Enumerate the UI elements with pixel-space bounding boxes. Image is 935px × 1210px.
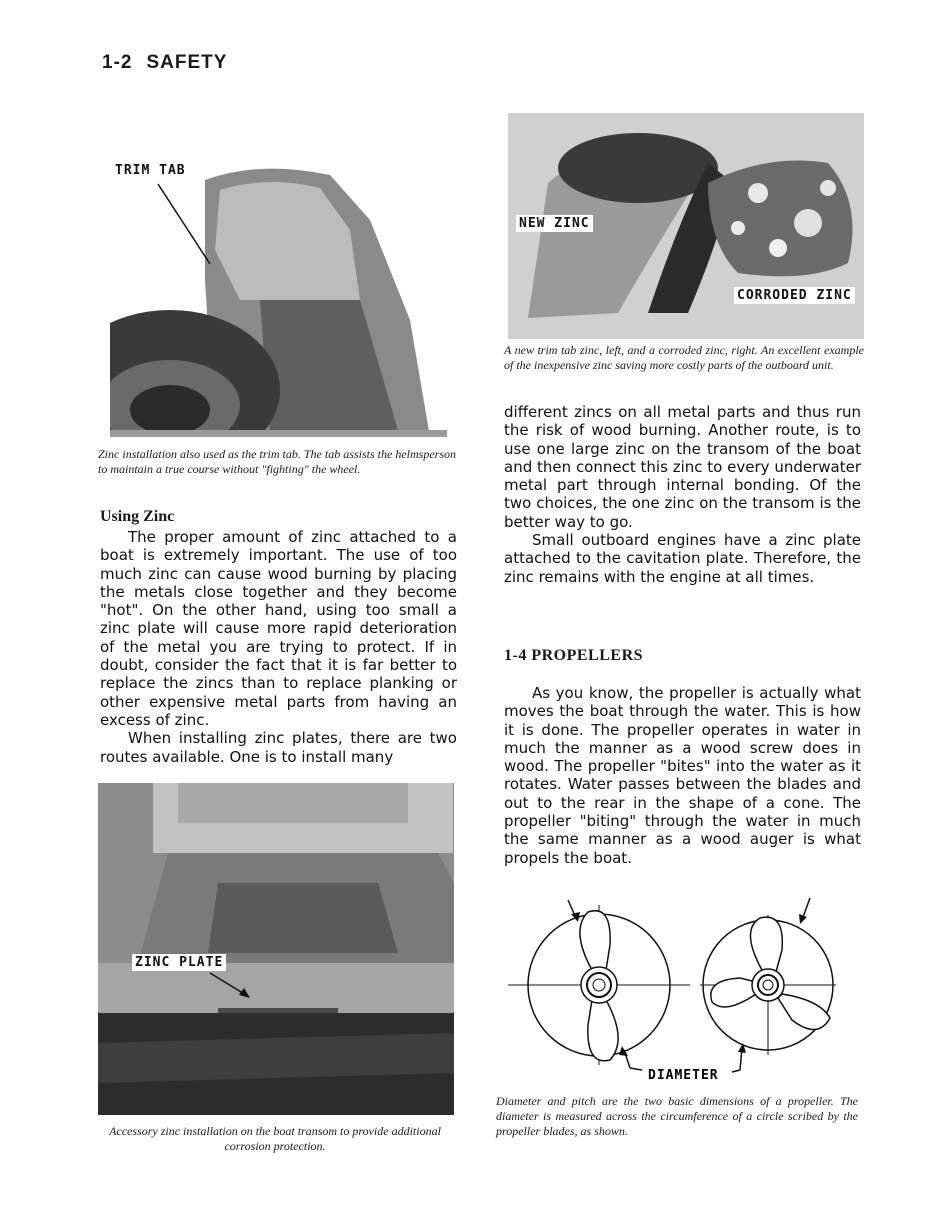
zinc-plate-pointer — [98, 783, 454, 1115]
zinc-compare-photo — [508, 113, 864, 339]
propellers-text — [504, 684, 861, 867]
trim-tab-pointer — [110, 160, 447, 437]
using-zinc-heading: Using Zinc — [100, 508, 175, 525]
page-number: 1-2 — [102, 52, 133, 73]
page-header — [102, 52, 227, 74]
two-blade-propeller — [508, 900, 690, 1070]
zinc-plate-label: ZINC PLATE — [132, 954, 226, 971]
diameter-caption: Diameter and pitch are the two basic dimensions of a propeller. The diameter is measured across the circumference of a circle scribed by the propeller blades, as shown. — [496, 1094, 858, 1138]
trim-tab-photo — [110, 160, 447, 437]
using-zinc-para1: The proper amount of zinc attached to a boat is extremely important. The use of too much zinc can cause wood burning by placing the metals close together and they become "hot". On the other hand, using too small a zinc plate will cause more rapid deterioration of the metal you are trying to protect. If in doubt, consider the fact that it is far better to replace the zincs than to replace planking or other expensive metal parts from having an excess of zinc. — [100, 528, 457, 729]
propellers-paragraph: As you know, the propeller is actually what moves the boat through the water. This is how it is done. The propeller operates in water in much the manner as a wood screw does in wood. The propeller "bites" into the water as it rotates. Water passes between the blades and out to the rear in the shape of a cone. The propeller "biting" through the water in much the same manner as a wood auger is what propels the boat. — [504, 684, 861, 867]
propeller-diagram — [500, 890, 870, 1090]
new-zinc-label: NEW ZINC — [516, 215, 593, 232]
right-column-text — [504, 403, 861, 586]
trim-tab-label: TRIM TAB — [112, 162, 189, 179]
zinc-compare-caption: A new trim tab zinc, left, and a corroded zinc, right. An excellent example of the inexpensive zinc saving more costly parts of the outboard unit. — [504, 343, 864, 372]
corroded-zinc-label: CORRODED ZINC — [734, 287, 855, 304]
using-zinc-text — [100, 528, 457, 766]
using-zinc-para2: When installing zinc plates, there are two routes available. One is to install many — [100, 729, 457, 766]
propellers-heading: 1-4 PROPELLERS — [504, 647, 644, 664]
trim-tab-caption: Zinc installation also used as the trim tab. The tab assists the helmsperson to maintain a true course without "fighting" the wheel. — [98, 447, 456, 476]
continued-paragraph: different zincs on all metal parts and thus run the risk of wood burning. Another route, is to use one large zinc on the transom of the boat and then connect this zinc to every underwater metal part through internal bonding. Of the two choices, the one zinc on the transom is the better way to go. — [504, 403, 861, 531]
section-title: SAFETY — [146, 52, 228, 73]
three-blade-propeller — [700, 898, 836, 1072]
zinc-plate-photo — [98, 783, 454, 1115]
diameter-label: DIAMETER — [648, 1068, 719, 1083]
small-outboard-paragraph: Small outboard engines have a zinc plate attached to the cavitation plate. Therefore, the zinc remains with the engine at all times. — [504, 531, 861, 586]
zinc-plate-caption: Accessory zinc installation on the boat transom to provide additional corrosion protection. — [109, 1124, 441, 1153]
